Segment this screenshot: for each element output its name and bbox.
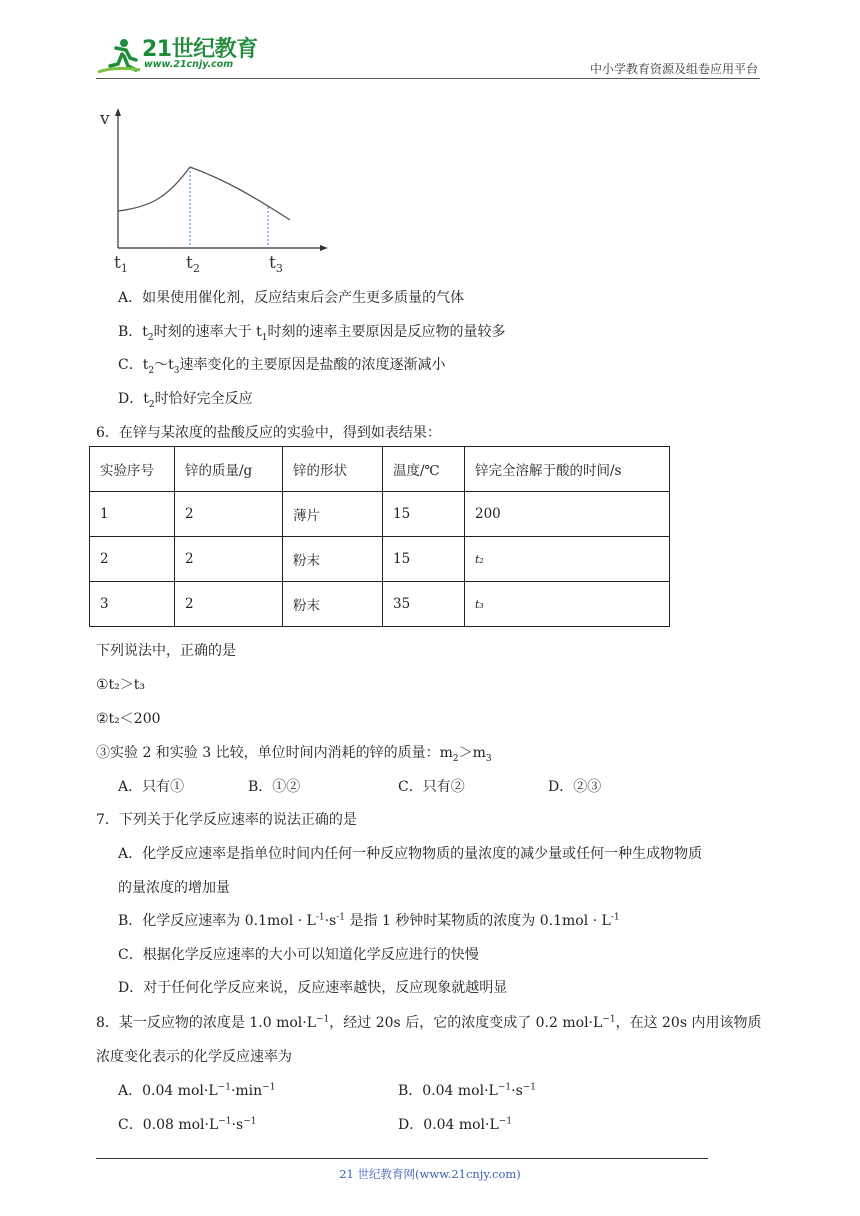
header-platform-name: 中小学教育资源及组卷应用平台 <box>589 62 758 76</box>
logo-url: www.21cnjy.com <box>144 59 234 70</box>
q7-option-a: A．化学反应速率是指单位时间内任何一种反应物物质的量浓度的减少量或任何一种生成物物质 <box>118 846 703 862</box>
q8-stem-line2: 浓度变化表示的化学反应速率为 <box>96 1049 292 1065</box>
table-cell: 3 <box>90 582 175 627</box>
q5-option-a: A．如果使用催化剂，反应结束后会产生更多质量的气体 <box>118 290 465 306</box>
tick-t3: $t_3$ <box>269 253 283 275</box>
table-cell: 粉末 <box>283 582 383 627</box>
y-axis-label: v <box>100 109 110 129</box>
table-cell: 2 <box>175 537 283 582</box>
y-axis-arrow <box>115 108 121 116</box>
q6-option-c: C．只有② <box>398 779 465 795</box>
table-cell: 薄片 <box>283 492 383 537</box>
q5-option-d: D．$t_2$时恰好完全反应 <box>118 391 253 410</box>
table-cell: t₃ <box>465 582 670 627</box>
table-cell: 1 <box>90 492 175 537</box>
x-axis-arrow <box>320 245 328 251</box>
q5-option-b: B．$t_2$时刻的速率大于 $t_1$时刻的速率主要原因是反应物的量较多 <box>118 324 506 343</box>
table-row <box>90 537 670 582</box>
table-header-cell: 锌的形状 <box>283 447 383 492</box>
q5-option-c: C．$t_2\sim t_3$速率变化的主要原因是盐酸的浓度逐渐减小 <box>118 357 446 376</box>
q6-statement-2: ②t₂＜200 <box>96 711 161 727</box>
table-cell: 2 <box>90 537 175 582</box>
q6-stem: 6．在锌与某浓度的盐酸反应的实验中，得到如表结果： <box>96 425 441 441</box>
q7-option-d: D．对于任何化学反应来说，反应速率越快，反应现象就越明显 <box>118 980 508 996</box>
table-header-cell: 锌的质量/g <box>175 447 283 492</box>
table-cell: 15 <box>383 537 465 582</box>
table-cell: 2 <box>175 582 283 627</box>
q8-option-d: D．0.04 $mol\cdot L^{-1}$ <box>398 1116 513 1133</box>
q6-results-table <box>89 446 670 627</box>
table-row <box>90 582 670 627</box>
table-cell: 粉末 <box>283 537 383 582</box>
table-header-row <box>90 447 670 492</box>
q8-option-c: C．0.08 $mol\cdot L^{-1}\cdot s^{-1}$ <box>118 1116 257 1133</box>
table-cell: 15 <box>383 492 465 537</box>
q8-option-a: A．0.04 $mol\cdot L^{-1}\cdot\min^{-1}$ <box>118 1082 276 1099</box>
q6-statement-3: ③实验 2 和实验 3 比较，单位时间内消耗的锌的质量：$m_2>m_3$ <box>96 745 492 764</box>
q8-option-b: B．0.04 $mol\cdot L^{-1}\cdot s^{-1}$ <box>398 1082 537 1099</box>
rate-curve <box>118 167 290 220</box>
footer-text: 21 世纪教育网(www.21cnjy.com) <box>339 1167 521 1181</box>
q7-option-c: C．根据化学反应速率的大小可以知道化学反应进行的快慢 <box>118 947 479 963</box>
velocity-time-graph <box>96 100 336 280</box>
header-divider <box>96 78 760 79</box>
tick-t1: $t_1$ <box>114 253 128 275</box>
footer-divider <box>96 1158 708 1159</box>
table-cell: 2 <box>175 492 283 537</box>
q7-option-a-cont: 的量浓度的增加量 <box>118 880 230 896</box>
table-cell: 200 <box>465 492 670 537</box>
q6-prompt: 下列说法中，正确的是 <box>96 643 236 659</box>
table-header-cell: 温度/℃ <box>383 447 465 492</box>
table-header-cell: 实验序号 <box>90 447 175 492</box>
q6-statement-1: ①t₂＞t₃ <box>96 677 146 693</box>
table-cell: t₂ <box>465 537 670 582</box>
table-header-cell: 锌完全溶解于酸的时间/s <box>465 447 670 492</box>
table-cell: 35 <box>383 582 465 627</box>
page-header <box>96 32 760 80</box>
q7-option-b: B．化学反应速率为 $0.1mol \cdot L^{-1}\cdot s^{-1}$ 是指 1 秒钟时某物质的浓度为 $0.1mol \cdot L^{-1}$ <box>118 912 620 929</box>
q6-option-a: A．只有① <box>118 779 185 795</box>
table-row <box>90 492 670 537</box>
q7-stem: 7．下列关于化学反应速率的说法正确的是 <box>96 812 357 828</box>
logo-text: 21世纪教育 <box>142 37 258 62</box>
q6-option-b: B．①② <box>248 779 301 795</box>
tick-t2: $t_2$ <box>186 253 200 275</box>
q6-option-d: D．②③ <box>548 779 602 795</box>
q8-stem-line1: 8．某一反应物的浓度是 1.0 $mol\cdot L^{-1}$，经过 20s 后，它的浓度变成了 0.2 $mol\cdot L^{-1}$，在这 20s 内用该物质 <box>96 1014 762 1031</box>
